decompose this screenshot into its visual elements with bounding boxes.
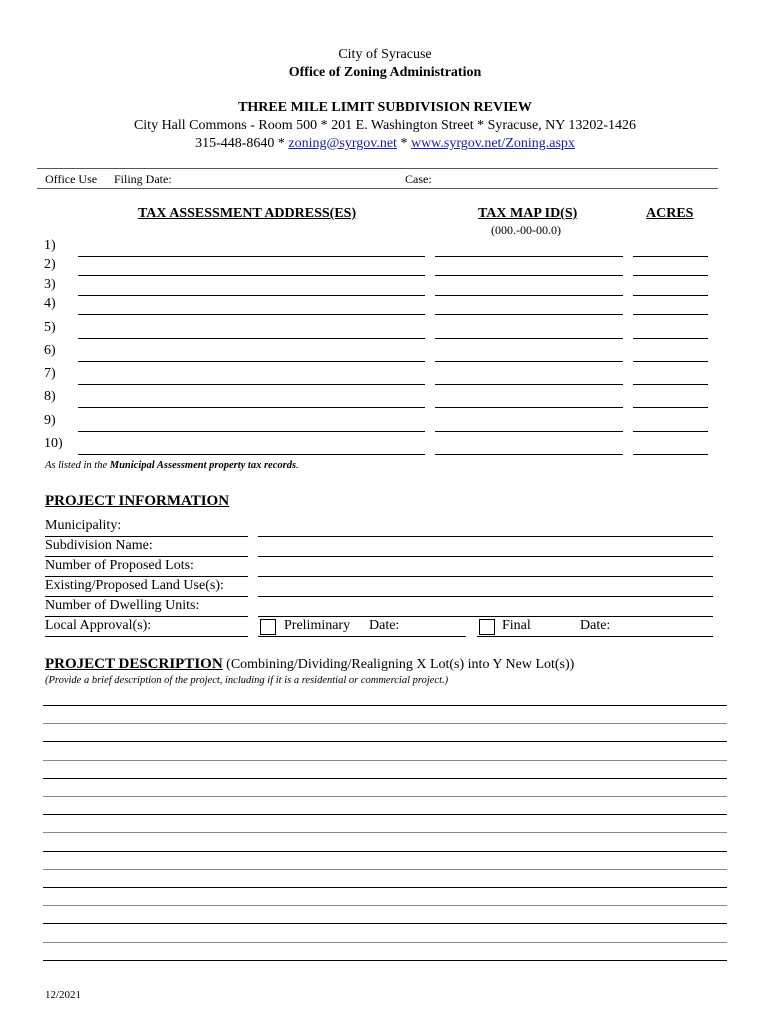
preliminary-date-label: Date:: [369, 618, 400, 633]
tax-map-id-field[interactable]: [435, 361, 623, 362]
row-number: 2): [44, 257, 56, 272]
footnote-bold: Municipal Assessment property tax records: [109, 460, 297, 471]
contact-separator: *: [396, 136, 411, 151]
tax-address-field[interactable]: [78, 314, 425, 315]
office-use-bottom-rule: [37, 188, 718, 189]
final-date-field[interactable]: [477, 636, 713, 637]
office-use-top-rule: [37, 168, 718, 169]
dwelling-units-field[interactable]: [258, 616, 713, 617]
label-rule-3: [45, 576, 248, 577]
tax-map-id-field[interactable]: [435, 338, 623, 339]
city-name: City of Syracuse: [338, 47, 432, 62]
acres-field[interactable]: [633, 295, 708, 296]
footnote-suffix: .: [296, 460, 299, 471]
acres-field[interactable]: [633, 407, 708, 408]
row-number: 5): [44, 320, 56, 335]
filing-date-label: Filing Date:: [114, 172, 172, 186]
tax-map-id-field[interactable]: [435, 454, 623, 455]
description-line[interactable]: [43, 905, 727, 906]
acres-field[interactable]: [633, 338, 708, 339]
row-number: 10): [44, 436, 63, 451]
tax-map-header: TAX MAP ID(S): [478, 206, 578, 221]
tax-address-field[interactable]: [78, 454, 425, 455]
tax-map-id-field[interactable]: [435, 275, 623, 276]
description-line[interactable]: [43, 960, 727, 961]
label-rule-4: [45, 596, 248, 597]
description-line[interactable]: [43, 923, 727, 924]
subdivision-name-field[interactable]: [258, 556, 713, 557]
acres-field[interactable]: [633, 361, 708, 362]
tax-address-field[interactable]: [78, 407, 425, 408]
office-name: Office of Zoning Administration: [288, 65, 482, 80]
land-use-label: Existing/Proposed Land Use(s):: [45, 578, 224, 593]
tax-map-id-field[interactable]: [435, 407, 623, 408]
tax-address-field[interactable]: [78, 295, 425, 296]
project-description-instruction: (Provide a brief description of the project, including if it is a residential or commercial project.): [45, 675, 449, 686]
label-rule-2: [45, 556, 248, 557]
row-number: 9): [44, 413, 56, 428]
description-line[interactable]: [43, 778, 727, 779]
row-number: 1): [44, 238, 56, 253]
label-rule-6: [45, 636, 248, 637]
proposed-lots-field[interactable]: [258, 576, 713, 577]
tax-address-field[interactable]: [78, 431, 425, 432]
description-line[interactable]: [43, 887, 727, 888]
final-checkbox[interactable]: [479, 619, 495, 635]
contact-line: [0, 136, 770, 152]
revision-date: 12/2021: [45, 989, 82, 1001]
final-date-label: Date:: [580, 618, 611, 633]
label-rule-1: [45, 536, 248, 537]
acres-field[interactable]: [633, 454, 708, 455]
label-rule-5: [45, 616, 248, 617]
project-information-heading: PROJECT INFORMATION: [45, 493, 230, 509]
tax-map-id-field[interactable]: [435, 256, 623, 257]
final-label: Final: [502, 618, 531, 633]
description-line[interactable]: [43, 796, 727, 797]
project-description-heading-line: [45, 656, 574, 673]
office-address: City Hall Commons - Room 500 * 201 E. Washington Street * Syracuse, NY 13202-1426: [133, 118, 637, 133]
preliminary-date-field[interactable]: [258, 636, 466, 637]
acres-field[interactable]: [633, 384, 708, 385]
description-line[interactable]: [43, 869, 727, 870]
row-number: 4): [44, 296, 56, 311]
tax-address-field[interactable]: [78, 338, 425, 339]
project-description-note: (Combining/Dividing/Realigning X Lot(s) into Y New Lot(s)): [222, 657, 575, 672]
office-use-label: Office Use: [45, 172, 98, 186]
description-line[interactable]: [43, 741, 727, 742]
acres-field[interactable]: [633, 431, 708, 432]
case-label: Case:: [405, 172, 432, 186]
form-title: THREE MILE LIMIT SUBDIVISION REVIEW: [238, 100, 532, 115]
phone-number: 315-448-8640 *: [195, 136, 289, 151]
dwelling-units-label: Number of Dwelling Units:: [45, 598, 200, 613]
row-number: 7): [44, 366, 56, 381]
acres-field[interactable]: [633, 314, 708, 315]
proposed-lots-label: Number of Proposed Lots:: [45, 558, 194, 573]
tax-address-header: TAX ASSESSMENT ADDRESS(ES): [138, 206, 357, 221]
tax-map-id-field[interactable]: [435, 295, 623, 296]
description-line[interactable]: [43, 760, 727, 761]
tax-address-field[interactable]: [78, 256, 425, 257]
preliminary-label: Preliminary: [284, 618, 351, 633]
municipality-label: Municipality:: [45, 518, 122, 533]
website-link[interactable]: www.syrgov.net/Zoning.aspx: [410, 136, 575, 151]
tax-map-id-field[interactable]: [435, 314, 623, 315]
description-line[interactable]: [43, 832, 727, 833]
description-line[interactable]: [43, 814, 727, 815]
acres-header: ACRES: [646, 206, 694, 221]
acres-field[interactable]: [633, 256, 708, 257]
tax-address-field[interactable]: [78, 384, 425, 385]
acres-field[interactable]: [633, 275, 708, 276]
description-line[interactable]: [43, 851, 727, 852]
email-link[interactable]: zoning@syrgov.net: [288, 136, 397, 151]
tax-address-field[interactable]: [78, 361, 425, 362]
tax-map-id-field[interactable]: [435, 384, 623, 385]
tax-address-field[interactable]: [78, 275, 425, 276]
row-number: 6): [44, 343, 56, 358]
tax-footnote: [45, 460, 299, 471]
tax-map-id-field[interactable]: [435, 431, 623, 432]
project-description-heading: PROJECT DESCRIPTION: [45, 656, 223, 672]
municipality-field[interactable]: [258, 536, 713, 537]
land-use-field[interactable]: [258, 596, 713, 597]
footnote-prefix: As listed in the: [45, 460, 110, 471]
tax-map-format: (000.-00-00.0): [491, 223, 561, 237]
description-line[interactable]: [43, 705, 727, 706]
row-number: 8): [44, 389, 56, 404]
preliminary-checkbox[interactable]: [260, 619, 276, 635]
subdivision-name-label: Subdivision Name:: [45, 538, 153, 553]
description-line[interactable]: [43, 942, 727, 943]
local-approval-label: Local Approval(s):: [45, 618, 152, 633]
row-number: 3): [44, 277, 56, 292]
description-line[interactable]: [43, 723, 727, 724]
